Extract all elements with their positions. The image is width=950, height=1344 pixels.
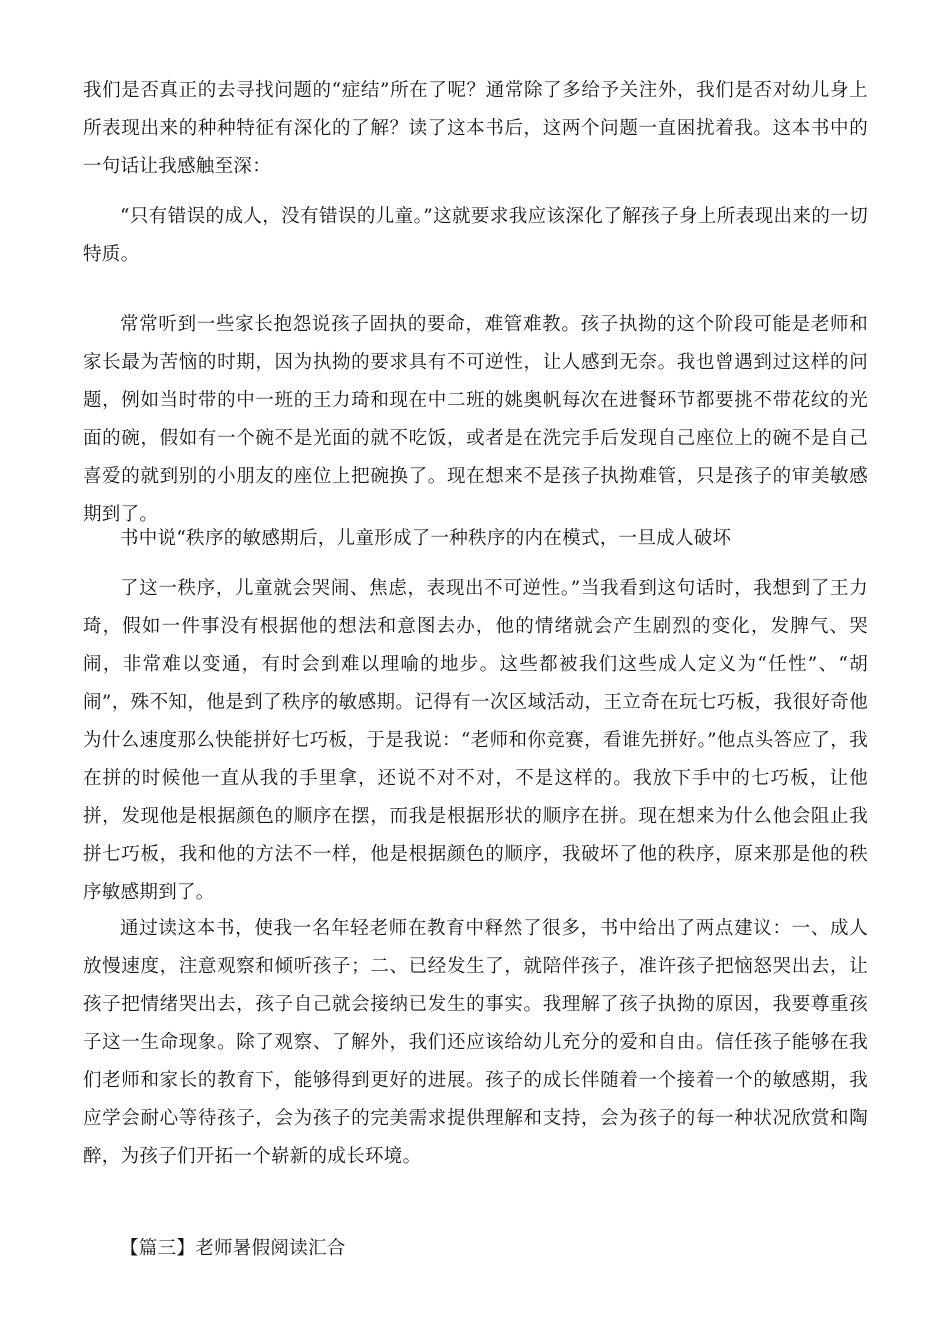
paragraph-1: 我们是否真正的去寻找问题的“症结”所在了呢？通常除了多给予关注外，我们是否对幼儿身上所表现出来的种种特征有深化的了解？读了这本书后，这两个问题一直困扰着我。这本书中的一句话让我感触至深： <box>83 80 868 177</box>
paragraph-5: 了这一秩序，儿童就会哭闹、焦虑，表现出不可逆性。”当我看到这句话时，我想到了王力琦，假如一件事没有根据他的想法和意图去办，他的情绪就会产生剧烈的变化，发脾气、哭闹，非常难以变通，有时会到难以理喻的地步。这些都被我们这些成人定义为“任性”、“胡闹”，殊不知，他是到了秩序的敏感期。记得有一次区域活动，王立奇在玩七巧板，我很好奇他为什么速度那么快能拼好七巧板，于是我说：“老师和你竞赛，看谁先拼好。”他点头答应了，我在拼的时候他一直从我的手里拿，还说不对不对，不是这样的。我放下手中的七巧板，让他拼，发现他是根据颜色的顺序在摆，而我是根据形状的顺序在拼。现在想来为什么他会阻止我拼七巧板，我和他的方法不一样，他是根据颜色的顺序，我破坏了他的秩序，原来那是他的秩序敏感期到了。 <box>83 578 868 903</box>
section-heading: 【篇三】老师暑假阅读汇合 <box>120 1238 346 1259</box>
paragraph-2-quote: “只有错误的成人，没有错误的儿童。”这就要求我应该深化了解孩子身上所表现出来的一切特质。 <box>83 206 868 265</box>
paragraph-6: 通过读这本书，使我一名年轻老师在教育中释然了很多，书中给出了两点建议：一、成人放慢速度，注意观察和倾听孩子；二、已经发生了，就陪伴孩子，准许孩子把恼怒哭出去，让孩子把情绪哭出去，孩子自己就会接纳已发生的事实。我理解了孩子执拗的原因，我要尊重孩子这一生命现象。除了观察、了解外，我们还应该给幼儿充分的爱和自由。信任孩子能够在我们老师和家长的教育下，能够得到更好的进展。孩子的成长伴随着一个接着一个的敏感期，我应学会耐心等待孩子，会为孩子的完美需求提供理解和支持，会为孩子的每一种状况欣赏和陶醉，为孩子们开拓一个崭新的成长环境。 <box>83 918 868 1167</box>
paragraph-4: 书中说“秩序的敏感期后，儿童形成了一种秩序的内在模式，一旦成人破坏 <box>120 528 732 549</box>
paragraph-3: 常常听到一些家长抱怨说孩子固执的要命，难管难教。孩子执拗的这个阶段可能是老师和家长最为苦恼的时期，因为执拗的要求具有不可逆性，让人感到无奈。我也曾遇到过这样的问题，例如当时带的中一班的王力琦和现在中二班的姚奥帆每次在进餐环节都要挑不带花纹的光面的碗，假如有一个碗不是光面的就不吃饭，或者是在洗完手后发现自己座位上的碗不是自己喜爱的就到别的小朋友的座位上把碗换了。现在想来不是孩子执拗难管，只是孩子的审美敏感期到了。 <box>83 314 868 525</box>
